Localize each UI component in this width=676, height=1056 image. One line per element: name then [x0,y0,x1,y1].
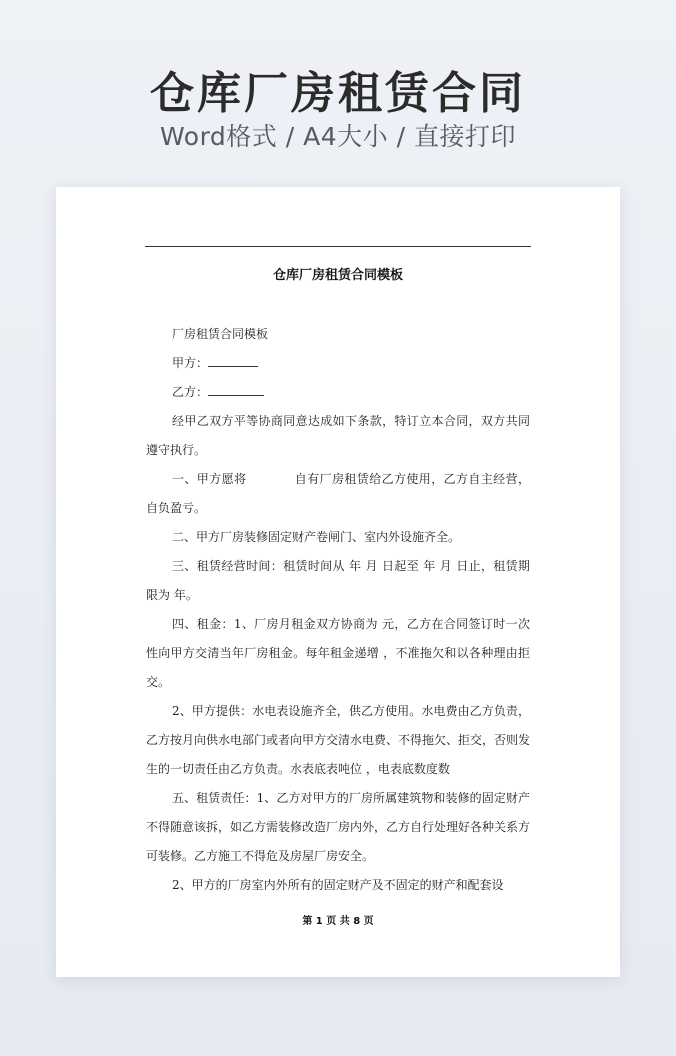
party-a-label: 甲方： [172,356,209,370]
party-a-blank [208,352,258,367]
banner-subtitle: Word格式 / A4大小 / 直接打印 [160,122,516,151]
paragraph-4: 四、租金：1、厂房月租金双方协商为 元，乙方在合同签订时一次性向甲方交清当年厂房租金。每年租金递增 ，不准拖欠和以各种理由拒交。 [146,617,530,689]
page-footer: 第 1 页 共 8 页 [302,916,374,927]
document-page [56,187,620,977]
party-b-label: 乙方： [172,385,209,399]
document-title: 仓库厂房租赁合同模板 [272,268,403,283]
banner-title: 仓库厂房租赁合同 [150,68,526,119]
paragraph-3: 三、租赁经营时间：租赁时间从 年 月 日起至 年 月 日止，租赁期限为 年。 [146,559,530,602]
party-a-line [146,349,530,378]
party-b-line [146,378,530,407]
paragraph-1-end: 自有厂房租赁给乙方使用，乙方自主经营，自负盈亏。 [146,472,530,515]
paragraph-7: 2、甲方的厂房室内外所有的固定财产及不固定的财产和配套设 [172,878,504,892]
paragraph-2: 二、甲方厂房装修固定财产卷闸门、室内外设施齐全。 [172,530,461,544]
paragraph-5: 2、甲方提供：水电表设施齐全，供乙方使用。水电费由乙方负责，乙方按月向供水电部门或者向甲方交清水电费、不得拖欠、拒交，否则发生的一切责任由乙方负责。水表底表吨位 ，电表底数度数 [146,704,531,776]
paragraph-1-start: 一、甲方愿将 [172,472,247,486]
document-body [146,320,530,900]
document-subject: 厂房租赁合同模板 [172,327,269,341]
paragraph-6: 五、租赁责任：1、乙方对甲方的厂房所属建筑物和装修的固定财产不得随意该拆，如乙方需装修改造厂房内外，乙方自行处理好各种关系方可装修。乙方施工不得危及房屋厂房安全。 [146,791,531,863]
paragraph-1 [146,465,530,523]
paragraph-intro: 经甲乙双方平等协商同意达成如下条款，特订立本合同，双方共同遵守执行。 [146,414,530,457]
party-b-blank [208,381,264,396]
header-rule [145,246,531,247]
